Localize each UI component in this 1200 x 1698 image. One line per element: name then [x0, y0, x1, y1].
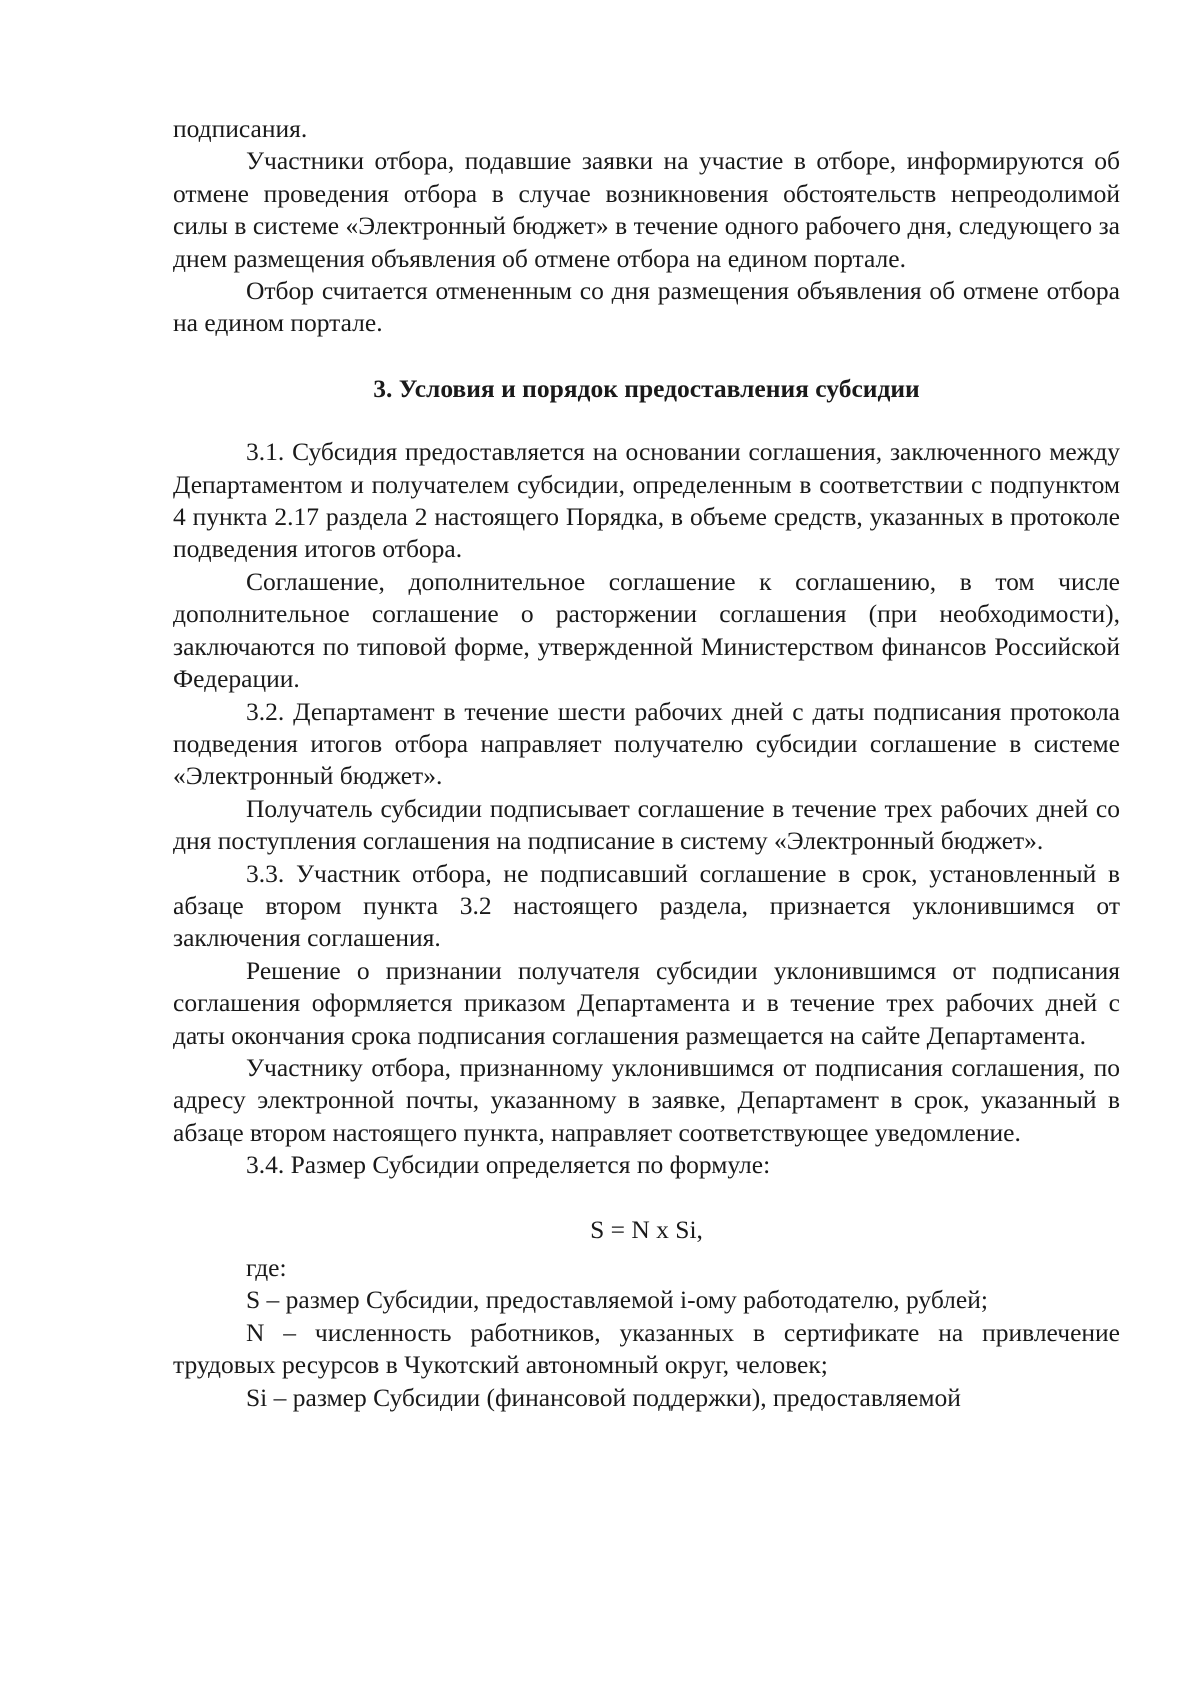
section-heading: 3. Условия и порядок предоставления субсидии [373, 373, 920, 403]
paragraph-participants-notice: Участники отбора, подавшие заявки на участие в отборе, информируются об отмене проведения отбора в случае возникновения обстоятельств непреодолимой силы в системе «Электронный бюджет» в течение одного рабочего дня, следующего за днем размещения объявления об отмене отбора на едином портале. [173, 146, 1120, 273]
subsidy-formula: S = N x Si, [590, 1214, 703, 1244]
paragraph-agreement-form: Соглашение, дополнительное соглашение к соглашению, в том числе дополнительное соглашение о расторжении соглашения (при необходимости), заключаются по типовой форме, утвержденной Министерством финансов Российской Федерации. [173, 566, 1120, 694]
paragraph-continuation: подписания. [173, 114, 308, 143]
paragraph-3-1: 3.1. Субсидия предоставляется на основании соглашения, заключенного между Департаментом и получателем субсидии, определенным в соответствии с подпунктом 4 пункта 2.17 раздела 2 настоящего Порядка, в объеме средств, указанных в протоколе подведения итогов отбора. [173, 437, 1120, 564]
definition-n: N – численность работников, указанных в сертификате на привлечение трудовых ресурсов в Чукотский автономный округ, человек; [173, 1317, 1120, 1380]
document-body [173, 113, 1120, 1414]
definition-s: S – размер Субсидии, предоставляемой i-ому работодателю, рублей; [246, 1285, 988, 1315]
paragraph-notification: Участнику отбора, признанному уклонившимся от подписания соглашения, по адресу электронной почты, указанному в заявке, Департамент в срок, указанный в абзаце втором настоящего пункта, направляет соответствующее уведомление. [173, 1052, 1120, 1147]
paragraph-where: где: [246, 1253, 287, 1282]
definition-si: Si – размер Субсидии (финансовой поддержки), предоставляемой [246, 1382, 961, 1412]
paragraph-3-3: 3.3. Участник отбора, не подписавший соглашение в срок, установленный в абзаце втором пункта 3.2 настоящего раздела, признается уклонившимся от заключения соглашения. [173, 858, 1120, 953]
paragraph-3-4: 3.4. Размер Субсидии определяется по формуле: [246, 1150, 771, 1180]
paragraph-selection-cancelled: Отбор считается отмененным со дня размещения объявления об отмене отбора на едином портале. [173, 276, 1120, 338]
paragraph-3-2: 3.2. Департамент в течение шести рабочих дней с даты подписания протокола подведения итогов отбора направляет получателю субсидии соглашение в системе «Электронный бюджет». [173, 696, 1120, 791]
paragraph-recipient-signs: Получатель субсидии подписывает соглашение в течение трех рабочих дней со дня поступления соглашения на подписание в систему «Электронный бюджет». [173, 793, 1120, 856]
paragraph-evasion-decision: Решение о признании получателя субсидии уклонившимся от подписания соглашения оформляется приказом Департамента и в течение трех рабочих дней с даты окончания срока подписания соглашения размещается на сайте Департамента. [173, 955, 1120, 1050]
